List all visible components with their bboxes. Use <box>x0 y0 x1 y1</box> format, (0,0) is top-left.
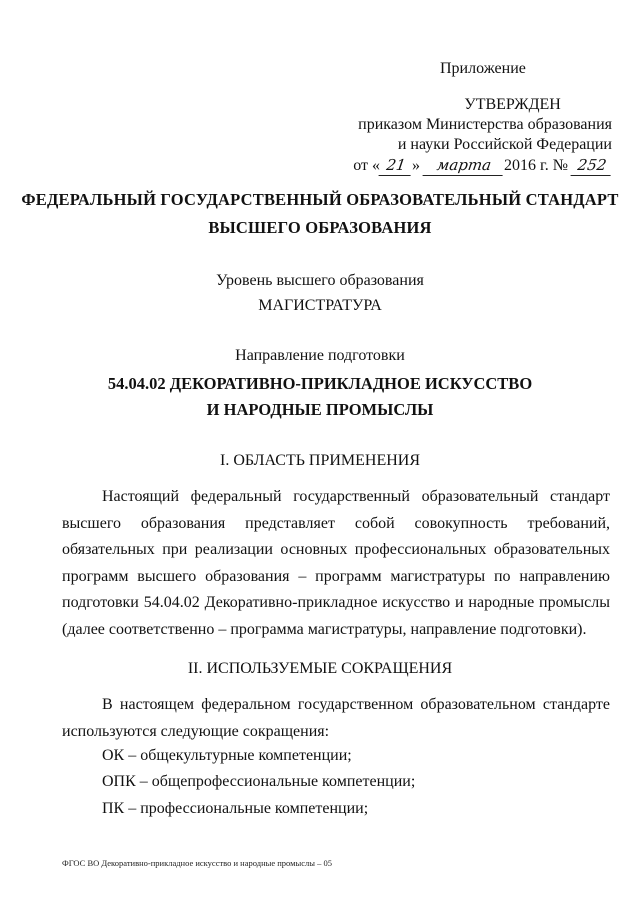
appendix-label: Приложение <box>440 60 526 77</box>
approval-block <box>353 95 612 176</box>
order-line-1: приказом Министерства образования <box>358 116 612 133</box>
section-1-heading: I. ОБЛАСТЬ ПРИМЕНЕНИЯ <box>219 452 421 469</box>
date-close-quote: » <box>411 157 420 174</box>
section-2-intro-paragraph <box>62 692 610 745</box>
section-1-text: Настоящий федеральный государственный образовательный стандарт высшего образования представляет собой совокупность требований, обязательных при реализации основных профессиональных образовательных программ высшего образования – программ магистратуры по направлению подготовки 54.04.02 Декоративно-прикладное искусство и народные промыслы (далее соответственно – программа магистратуры, направление подготовки). <box>62 488 610 638</box>
section-2-heading: II. ИСПОЛЬЗУЕМЫЕ СОКРАЩЕНИЯ <box>187 660 453 677</box>
document-title-line-1: ФЕДЕРАЛЬНЫЙ ГОСУДАРСТВЕННЫЙ ОБРАЗОВАТЕЛЬНЫЙ СТАНДАРТ <box>21 190 619 209</box>
year-text: 2016 г. № <box>503 157 568 174</box>
section-2-intro-text: В настоящем федеральном государственном образовательном стандарте используются следующие сокращения: <box>62 696 610 740</box>
order-date-line <box>353 155 612 176</box>
section-1-paragraph <box>62 484 610 643</box>
order-line-2: и науки Российской Федерации <box>397 136 612 153</box>
list-item: ОК – общекультурные компетенции; <box>102 747 352 764</box>
level-value: МАГИСТРАТУРА <box>258 297 382 314</box>
document-title-line-2: ВЫСШЕГО ОБРАЗОВАНИЯ <box>208 218 432 237</box>
handwritten-day: 21 <box>378 155 413 176</box>
handwritten-order-number: 252 <box>571 155 614 176</box>
direction-label: Направление подготовки <box>235 347 405 364</box>
date-prefix: от « <box>353 157 380 174</box>
level-label: Уровень высшего образования <box>216 272 424 289</box>
list-item: ПК – профессиональные компетенции; <box>102 800 369 817</box>
approved-label: УТВЕРЖДЕН <box>464 96 561 113</box>
handwritten-month: марта <box>422 155 505 176</box>
direction-line-2: И НАРОДНЫЕ ПРОМЫСЛЫ <box>206 400 434 419</box>
direction-line-1: 54.04.02 ДЕКОРАТИВНО-ПРИКЛАДНОЕ ИСКУССТВО <box>107 374 533 393</box>
page-footer: ФГОС ВО Декоративно-прикладное искусство и народные промыслы – 05 <box>62 858 332 868</box>
list-item: ОПК – общепрофессиональные компетенции; <box>102 773 416 790</box>
